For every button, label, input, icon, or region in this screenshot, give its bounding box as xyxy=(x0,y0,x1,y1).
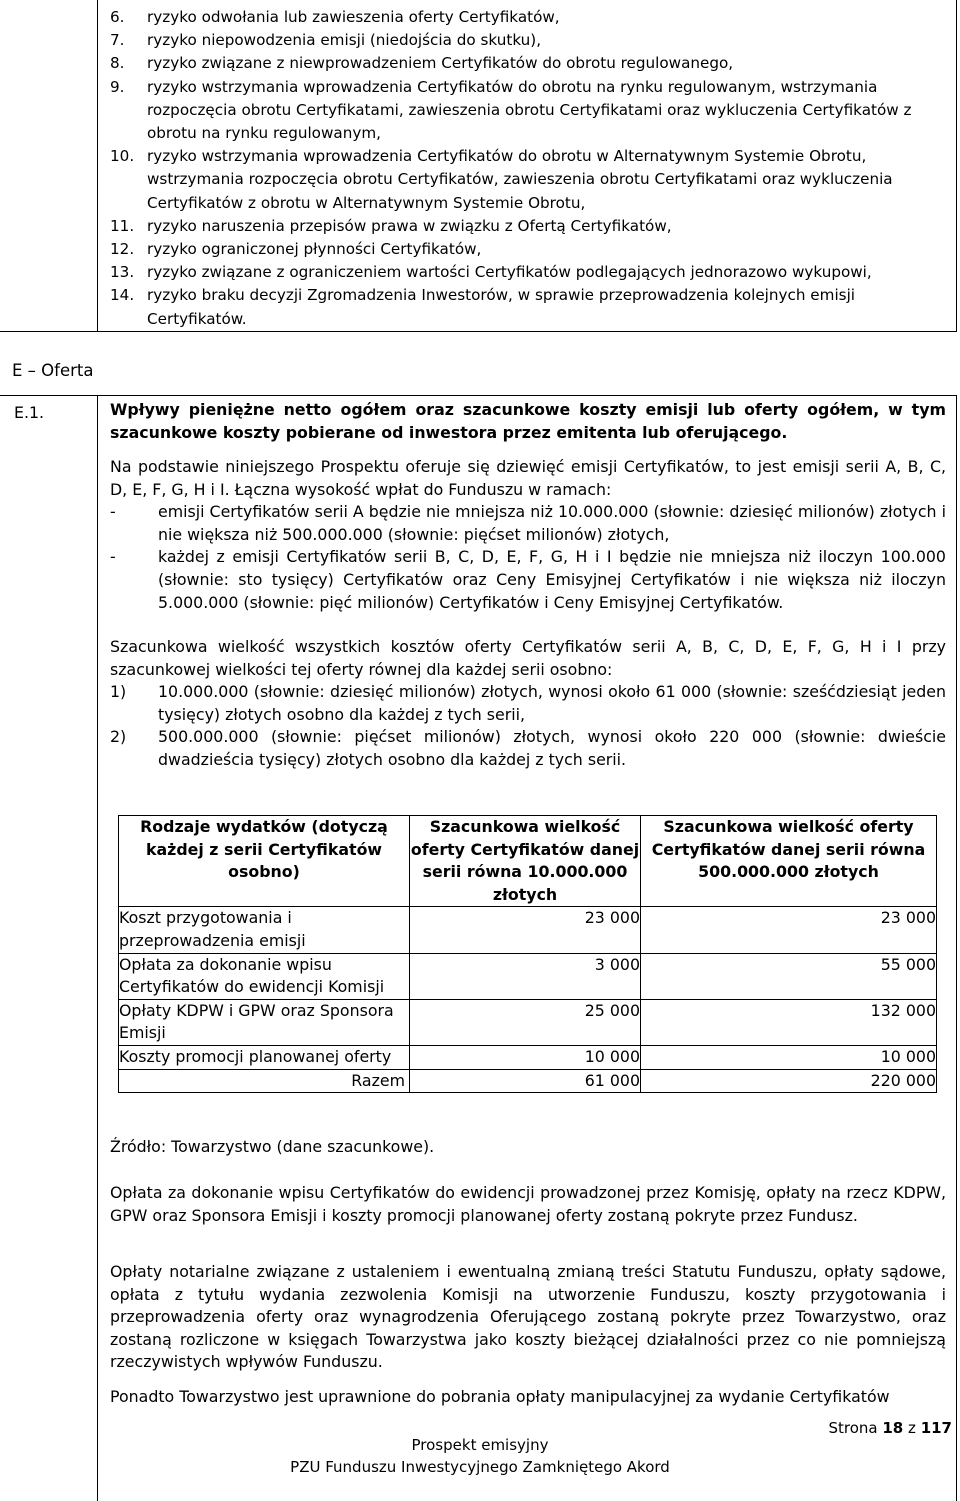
e1-heading: Wpływy pieniężne netto ogółem oraz szacunkowe koszty emisji lub oferty ogółem, w tym szacunkowe koszty pobierane od inwestora przez emitenta lub oferującego. xyxy=(110,400,946,442)
table-column-divider xyxy=(97,0,98,331)
table-header: Rodzaje wydatków (dotyczą każdej z serii Certyfikatów osobno) xyxy=(119,816,410,907)
table-column-divider xyxy=(97,396,98,1501)
list-item: 9. ryzyko wstrzymania wprowadzenia Certyfikatów do obrotu na rynku regulowanym, wstrzymania rozpoczęcia obrotu Certyfikatami, zawieszenia obrotu Certyfikatami oraz wykluczenia Certyfikatów z obrotu na rynku regulowanym, xyxy=(110,77,912,143)
paragraph: Ponadto Towarzystwo jest uprawnione do pobrania opłaty manipulacyjnej za wydanie Certyfikatów xyxy=(110,1387,890,1406)
list-item: 11. ryzyko naruszenia przepisów prawa w związku z Ofertą Certyfikatów, xyxy=(110,216,672,235)
list-item: 6. ryzyko odwołania lub zawieszenia oferty Certyfikatów, xyxy=(110,8,560,26)
paragraph: Opłaty notarialne związane z ustaleniem i ewentualną zmianą treści Statutu Funduszu, opłaty sądowe, opłata z tytułu wydania zezwolenia Komisji na utworzenie Funduszu, koszty przygotowania i przeprowadzenia oferty oraz wynagrodzenia Oferującego zostaną pokryte przez Towarzystwo, oraz zostaną rozliczone w księgach Towarzystwa jako koszty bieżącej działalności przez co nie pomniejszą rzeczywistych wpływów Funduszu. xyxy=(110,1262,946,1372)
list-item: 13. ryzyko związane z ograniczeniem wartości Certyfikatów podlegających jednorazowo wykupowi, xyxy=(110,263,872,282)
paragraph: Opłata za dokonanie wpisu Certyfikatów do ewidencji prowadzonej przez Komisję, opłaty na rzecz KDPW, GPW oraz Sponsora Emisji i koszty promocji planowanej oferty zostaną pokryte przez Fundusz. xyxy=(110,1183,946,1225)
estimate-section xyxy=(110,636,946,772)
table-total-row: Razem 61 000 220 000 xyxy=(119,1069,937,1093)
footer-title: Prospekt emisyjny xyxy=(411,1436,549,1454)
section-title: E – Oferta xyxy=(12,361,94,380)
table-header: Szacunkowa wielkość oferty Certyfikatów danej serii równa 500.000.000 złotych xyxy=(641,816,937,907)
source-note: Źródło: Towarzystwo (dane szacunkowe). xyxy=(110,1137,435,1156)
list-item: 8. ryzyko związane z niewprowadzeniem Certyfikatów do obrotu regulowanego, xyxy=(110,54,734,73)
table-row: Koszt przygotowania i przeprowadzenia emisji 23 000 23 000 xyxy=(119,907,937,953)
e1-body xyxy=(110,456,946,614)
costs-table xyxy=(118,815,937,1093)
table-row: Opłata za dokonanie wpisu Certyfikatów do ewidencji Komisji 3 000 55 000 xyxy=(119,953,937,999)
list-item: 12. ryzyko ograniczonej płynności Certyfikatów, xyxy=(110,240,482,259)
table-header: Szacunkowa wielkość oferty Certyfikatów danej serii równa 10.000.000 złotych xyxy=(410,816,641,907)
list-item: 14. ryzyko braku decyzji Zgromadzenia Inwestorów, w sprawie przeprowadzenia kolejnych emisji Certyfikatów. xyxy=(110,286,856,328)
e1-code: E.1. xyxy=(14,403,45,422)
list-item: 1) 10.000.000 (słownie: dziesięć milionów) złotych, wynosi około 61 000 (słownie: sześćdziesiąt jeden tysięcy) złotych osobno dla każdej z tych serii, xyxy=(110,682,946,724)
intro-paragraph: Na podstawie niniejszego Prospektu oferuje się dziewięć emisji Certyfikatów, to jest emisji serii A, B, C, D, E, F, G, H i I. Łączna wysokość wpłat do Funduszu w ramach: xyxy=(110,457,946,499)
table-row: Koszty promocji planowanej oferty 10 000 10 000 xyxy=(119,1045,937,1069)
page-number: Strona 18 z 117 xyxy=(828,1419,952,1437)
footer-subtitle: PZU Funduszu Inwestycyjnego Zamkniętego Akord xyxy=(290,1458,670,1476)
table-row: Opłaty KDPW i GPW oraz Sponsora Emisji 25 000 132 000 xyxy=(119,999,937,1045)
risk-list xyxy=(110,6,945,331)
estimate-paragraph: Szacunkowa wielkość wszystkich kosztów oferty Certyfikatów serii A, B, C, D, E, F, G, H i I przy szacunkowej wielkości tej oferty równej dla każdej serii osobno: xyxy=(110,637,946,679)
list-item: - każdej z emisji Certyfikatów serii B, C, D, E, F, G, H i I będzie nie mniejsza niż iloczyn 100.000 (słownie: sto tysięcy) Certyfikatów oraz Ceny Emisyjnej Certyfikatów i nie większa niż iloczyn 5.000.000 (słownie: pięć milionów) Certyfikatów i Ceny Emisyjnej Certyfikatów. xyxy=(110,547,946,612)
list-item: - emisji Certyfikatów serii A będzie nie mniejsza niż 10.000.000 (słownie: dziesięć milionów) złotych i nie większa niż 500.000.000 (słownie: pięćset milionów) złotych, xyxy=(110,502,946,544)
list-item: 7. ryzyko niepowodzenia emisji (niedojścia do skutku), xyxy=(110,31,542,50)
list-item: 10. ryzyko wstrzymania wprowadzenia Certyfikatów do obrotu w Alternatywnym Systemie Obrotu, wstrzymania rozpoczęcia obrotu Certyfikatów, zawieszenia obrotu Certyfikatami oraz wykluczenia Certyfikatów z obrotu w Alternatywnym Systemie Obrotu, xyxy=(110,147,893,212)
list-item: 2) 500.000.000 (słownie: pięćset milionów) złotych, wynosi około 220 000 (słownie: dwieście dwadzieścia tysięcy) złotych osobno dla każdej z tych serii. xyxy=(110,727,946,769)
